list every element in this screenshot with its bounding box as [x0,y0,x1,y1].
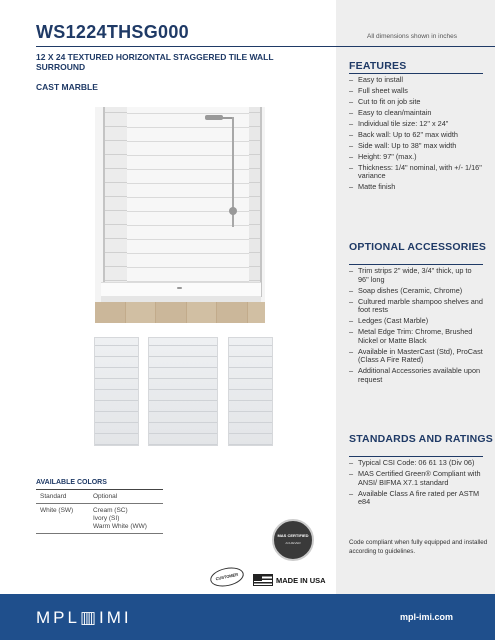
colors-header-standard: Standard [40,493,67,500]
accessories-title [349,242,486,253]
list-item: – Metal Edge Trim: Chrome, Brushed Nickel or Matte Black [349,328,483,345]
list-item: – Soap dishes (Ceramic, Chrome) [349,287,483,296]
shower-valve [229,207,237,215]
customer-badge-text: CUSTOMER [215,571,239,582]
wood-floor [95,302,265,323]
badge-line2: ACHIEVER [285,541,301,545]
color-option: Cream (SC) [93,507,128,514]
tile-swatch-center [148,337,218,446]
company-logo: MPL▥IMI [36,608,132,627]
list-item: – Easy to clean/maintain [349,109,483,118]
mas-certified-badge-icon [272,519,314,561]
colors-optional-values [93,507,147,531]
left-trim [103,107,105,297]
standards-list [349,459,483,509]
right-trim [260,107,262,297]
list-item: – Individual tile size: 12" x 24" [349,120,483,129]
list-item: – Cut to fit on job site [349,98,483,107]
list-item: – Trim strips 2" wide, 3/4" thick, up to 96" long [349,267,483,284]
color-option: Ivory (SI) [93,515,120,522]
list-item: – Available Class A fire rated per ASTM e84 [349,490,483,507]
accessories-list [349,267,483,387]
list-item: – Ledges (Cast Marble) [349,317,483,326]
list-item: – Height: 97" (max.) [349,153,483,162]
colors-rule-bottom [36,533,163,534]
accessories-rule [349,264,483,265]
standards-rule [349,456,483,457]
drain [177,287,182,289]
back-wall [125,107,249,282]
list-item: – Matte finish [349,183,483,192]
list-item: – Side wall: Up to 38" max width [349,142,483,151]
list-item: – Easy to install [349,76,483,85]
color-option: Warm White (WW) [93,523,147,530]
colors-standard-value: White (SW) [40,507,74,514]
accessories-title-text: OPTIONAL ACCESSORIES [349,241,487,253]
product-subtitle: 12 X 24 TEXTURED HORIZONTAL STAGGERED TILE WALL SURROUND [36,52,274,72]
colors-rule-mid [36,503,163,504]
list-item: – Cultured marble shampoo shelves and foot rests [349,298,483,315]
list-item: – Available in MasterCast (Std), ProCast (Class A Fire Rated) [349,348,483,365]
tile-swatch-left [94,337,139,446]
header-rule [36,46,495,47]
website-link[interactable]: mpl-imi.com [400,612,454,622]
code-compliance-note: Code compliant when fully equipped and installed according to guidelines. [349,539,488,555]
tile-swatch-right [228,337,273,446]
model-number: WS1224THSG000 [36,22,189,42]
product-material: CAST MARBLE [36,82,98,92]
shower-product-photo [95,107,265,323]
list-item: – Full sheet walls [349,87,483,96]
list-item: – Typical CSI Code: 06 61 13 (Div 06) [349,459,483,468]
us-flag-icon [253,574,273,586]
list-item: – Additional Accessories available upon request [349,367,483,384]
colors-rule-top [36,489,163,490]
dimensions-note: All dimensions shown in inches [367,33,457,40]
list-item: – MAS Certified Green® Compliant with ANSI/ BIFMA X7.1 standard [349,470,483,487]
features-list [349,76,483,194]
standards-title: STANDARDS AND RATINGS [349,433,494,445]
features-rule [349,73,483,74]
list-item: – Thickness: 1/4" nominal, with +/- 1/16" variance [349,164,483,181]
features-title: FEATURES [349,60,407,72]
colors-header-optional: Optional [93,493,118,500]
list-item: – Back wall: Up to 62" max width [349,131,483,140]
badge-line1: MAS CERTIFIED [277,533,309,538]
left-side-wall [105,107,127,295]
shower-base [101,282,261,296]
available-colors-title: AVAILABLE COLORS [36,479,107,486]
made-in-usa-label: MADE IN USA [276,576,326,585]
